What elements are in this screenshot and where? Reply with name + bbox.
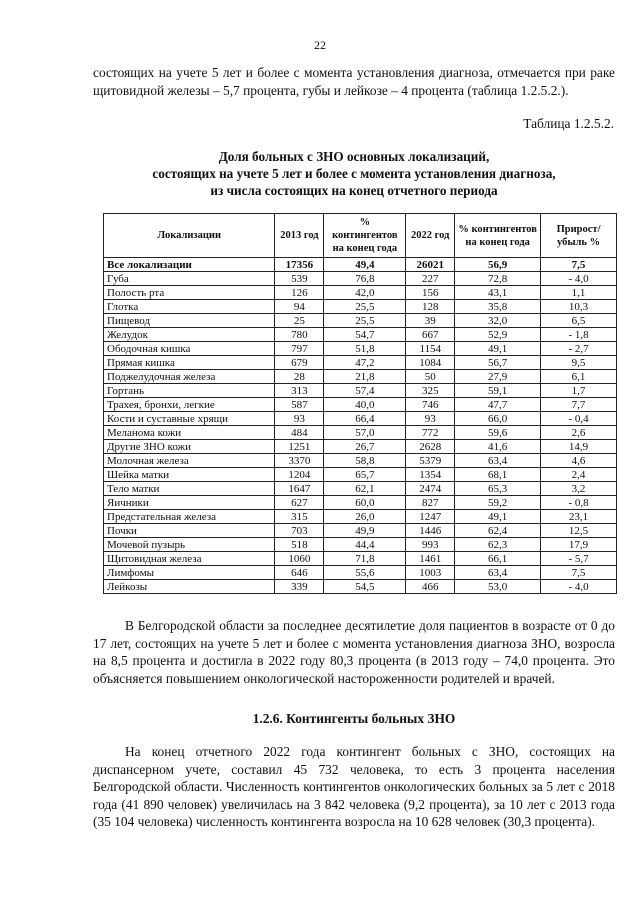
table-row	[104, 412, 617, 426]
cell-value: 1204	[275, 468, 324, 482]
cell-value: 50	[406, 370, 455, 384]
cell-value: 25,5	[324, 300, 406, 314]
cell-value: 646	[275, 566, 324, 580]
table-row	[104, 496, 617, 510]
table-body	[104, 258, 617, 594]
cell-value: 587	[275, 398, 324, 412]
cell-value: - 4,0	[541, 272, 617, 286]
table-row	[104, 398, 617, 412]
header-year-2022: 2022 год	[406, 214, 455, 258]
cell-value: 4,6	[541, 454, 617, 468]
cell-localization: Щитовидная железа	[104, 552, 275, 566]
cell-value: 1446	[406, 524, 455, 538]
cell-value: - 0,4	[541, 412, 617, 426]
cell-localization: Кости и суставные хрящи	[104, 412, 275, 426]
header-percent-2022: % контингентов на конец года	[455, 214, 541, 258]
cell-value: 1084	[406, 356, 455, 370]
cell-localization: Поджелудочная железа	[104, 370, 275, 384]
cell-value: 14,9	[541, 440, 617, 454]
cell-value: 66,0	[455, 412, 541, 426]
cell-value: 9,5	[541, 356, 617, 370]
cell-value: 62,1	[324, 482, 406, 496]
cell-localization: Предстательная железа	[104, 510, 275, 524]
cell-value: 66,4	[324, 412, 406, 426]
cell-value: 72,8	[455, 272, 541, 286]
cell-value: 28	[275, 370, 324, 384]
table-row	[104, 258, 617, 272]
header-year-2013: 2013 год	[275, 214, 324, 258]
table-row	[104, 370, 617, 384]
table-title-line-3: из числа состоящих на конец отчетного периода	[210, 183, 498, 198]
cell-value: 703	[275, 524, 324, 538]
cell-value: 54,5	[324, 580, 406, 594]
cell-value: - 1,8	[541, 328, 617, 342]
cell-value: 1,1	[541, 286, 617, 300]
cell-value: 25	[275, 314, 324, 328]
cell-value: 26,0	[324, 510, 406, 524]
cell-localization: Молочная железа	[104, 454, 275, 468]
table-title-line-1: Доля больных с ЗНО основных локализаций,	[218, 149, 490, 164]
cell-value: 57,0	[324, 426, 406, 440]
cell-value: 227	[406, 272, 455, 286]
cell-value: - 5,7	[541, 552, 617, 566]
localization-table	[103, 213, 617, 594]
cell-value: 42,0	[324, 286, 406, 300]
cell-value: 63,4	[455, 454, 541, 468]
cell-value: 325	[406, 384, 455, 398]
cell-value: 27,9	[455, 370, 541, 384]
cell-value: 746	[406, 398, 455, 412]
cell-value: 41,6	[455, 440, 541, 454]
table-row	[104, 510, 617, 524]
table-row	[104, 272, 617, 286]
cell-value: 1247	[406, 510, 455, 524]
cell-localization: Желудок	[104, 328, 275, 342]
table-title-line-2: состоящих на учете 5 лет и более с момента установления диагноза,	[152, 166, 556, 181]
cell-localization: Ободочная кишка	[104, 342, 275, 356]
cell-localization: Другие ЗНО кожи	[104, 440, 275, 454]
cell-value: 40,0	[324, 398, 406, 412]
cell-localization: Шейка матки	[104, 468, 275, 482]
cell-value: - 0,8	[541, 496, 617, 510]
cell-localization: Трахея, бронхи, легкие	[104, 398, 275, 412]
table-row	[104, 454, 617, 468]
cell-value: 2628	[406, 440, 455, 454]
cell-value: 66,1	[455, 552, 541, 566]
cell-value: 76,8	[324, 272, 406, 286]
cell-value: 1,7	[541, 384, 617, 398]
table-row	[104, 384, 617, 398]
cell-value: 47,2	[324, 356, 406, 370]
cell-value: 484	[275, 426, 324, 440]
cell-localization: Лимфомы	[104, 566, 275, 580]
table-row	[104, 440, 617, 454]
section-heading: 1.2.6. Контингенты больных ЗНО	[252, 711, 456, 726]
cell-value: 54,7	[324, 328, 406, 342]
cell-value: 1060	[275, 552, 324, 566]
table-row	[104, 426, 617, 440]
cell-value: 35,8	[455, 300, 541, 314]
cell-value: 797	[275, 342, 324, 356]
table-row	[104, 328, 617, 342]
table-row	[104, 524, 617, 538]
cell-value: 3,2	[541, 482, 617, 496]
cell-localization: Губа	[104, 272, 275, 286]
cell-value: 780	[275, 328, 324, 342]
cell-value: 466	[406, 580, 455, 594]
cell-value: 25,5	[324, 314, 406, 328]
cell-value: 772	[406, 426, 455, 440]
cell-value: 26021	[406, 258, 455, 272]
cell-value: 2,4	[541, 468, 617, 482]
cell-value: - 2,7	[541, 342, 617, 356]
cell-localization: Глотка	[104, 300, 275, 314]
table-row	[104, 356, 617, 370]
cell-value: 313	[275, 384, 324, 398]
cell-value: 667	[406, 328, 455, 342]
table-row	[104, 286, 617, 300]
cell-localization: Яичники	[104, 496, 275, 510]
cell-value: 1003	[406, 566, 455, 580]
cell-value: 7,5	[541, 566, 617, 580]
cell-value: 53,0	[455, 580, 541, 594]
cell-value: 62,3	[455, 538, 541, 552]
cell-value: 58,8	[324, 454, 406, 468]
cell-value: 62,4	[455, 524, 541, 538]
table-row	[104, 482, 617, 496]
header-localization: Локализации	[104, 214, 275, 258]
cell-value: 56,7	[455, 356, 541, 370]
header-growth: Прирост/ убыль %	[541, 214, 617, 258]
cell-value: 60,0	[324, 496, 406, 510]
cell-value: 315	[275, 510, 324, 524]
cell-value: 2,6	[541, 426, 617, 440]
paragraph-children-share: В Белгородской области за последнее десятилетие доля пациентов в возрасте от 0 до 17 лет, состоящих на учете 5 лет и более с момента установления диагноза ЗНО, возросла на 8,5 процента и достигла в 2022 году 80,3 процента (в 2013 году – 74,0 процента. Это объясняется повышением онкологической настороженности родителей и врачей.	[93, 618, 615, 686]
cell-value: 49,9	[324, 524, 406, 538]
cell-value: 49,1	[455, 510, 541, 524]
cell-value: 827	[406, 496, 455, 510]
cell-localization: Мочевой пузырь	[104, 538, 275, 552]
cell-value: 49,4	[324, 258, 406, 272]
cell-value: 128	[406, 300, 455, 314]
header-percent-2013: % контингентов на конец года	[324, 214, 406, 258]
cell-value: 49,1	[455, 342, 541, 356]
cell-value: 51,8	[324, 342, 406, 356]
table-row	[104, 300, 617, 314]
cell-value: 43,1	[455, 286, 541, 300]
cell-value: 7,5	[541, 258, 617, 272]
cell-value: 539	[275, 272, 324, 286]
cell-value: 23,1	[541, 510, 617, 524]
cell-value: 3370	[275, 454, 324, 468]
cell-localization: Тело матки	[104, 482, 275, 496]
cell-value: 1251	[275, 440, 324, 454]
table-caption: Таблица 1.2.5.2.	[523, 116, 614, 131]
cell-value: 21,8	[324, 370, 406, 384]
cell-localization: Пищевод	[104, 314, 275, 328]
cell-value: 57,4	[324, 384, 406, 398]
cell-value: 17,9	[541, 538, 617, 552]
cell-value: 59,2	[455, 496, 541, 510]
cell-value: 71,8	[324, 552, 406, 566]
cell-localization: Лейкозы	[104, 580, 275, 594]
cell-value: 993	[406, 538, 455, 552]
page-number: 22	[314, 38, 326, 52]
intro-paragraph: состоящих на учете 5 лет и более с момента установления диагноза, отмечается при раке щитовидной железы – 5,7 процента, губы и лейкозе – 4 процента (таблица 1.2.5.2.).	[93, 65, 615, 98]
cell-localization: Меланома кожи	[104, 426, 275, 440]
cell-value: 59,6	[455, 426, 541, 440]
cell-value: 679	[275, 356, 324, 370]
cell-value: 12,5	[541, 524, 617, 538]
cell-value: 1461	[406, 552, 455, 566]
cell-value: 47,7	[455, 398, 541, 412]
cell-value: 68,1	[455, 468, 541, 482]
table-row	[104, 314, 617, 328]
cell-value: 44,4	[324, 538, 406, 552]
cell-value: 10,3	[541, 300, 617, 314]
table-title	[93, 148, 615, 199]
cell-localization: Прямая кишка	[104, 356, 275, 370]
cell-value: 65,3	[455, 482, 541, 496]
cell-value: 2474	[406, 482, 455, 496]
cell-value: 63,4	[455, 566, 541, 580]
cell-value: 93	[406, 412, 455, 426]
cell-value: 126	[275, 286, 324, 300]
cell-value: 32,0	[455, 314, 541, 328]
cell-value: 1647	[275, 482, 324, 496]
cell-value: 39	[406, 314, 455, 328]
table-header-row	[104, 214, 617, 258]
cell-value: 93	[275, 412, 324, 426]
table-row	[104, 580, 617, 594]
cell-localization: Почки	[104, 524, 275, 538]
cell-value: 627	[275, 496, 324, 510]
paragraph-contingent: На конец отчетного 2022 года контингент больных с ЗНО, состоящих на диспансерном учете, составил 45 732 человека, то есть 3 процента населения Белгородской области. Численность контингентов онкологических больных за 5 лет с 2018 года (41 890 человек) увеличилась на 3 842 человека (9,2 процента), за 10 лет с 2013 года (35 104 человека) численность контингента возросла на 10 628 человек (30,3 процента).	[93, 744, 615, 829]
table-row	[104, 552, 617, 566]
cell-value: 518	[275, 538, 324, 552]
cell-value: 339	[275, 580, 324, 594]
cell-localization: Гортань	[104, 384, 275, 398]
cell-value: 65,7	[324, 468, 406, 482]
cell-value: 59,1	[455, 384, 541, 398]
cell-value: 55,6	[324, 566, 406, 580]
cell-localization: Полость рта	[104, 286, 275, 300]
cell-localization: Все локализации	[104, 258, 275, 272]
table-row	[104, 342, 617, 356]
cell-value: 6,5	[541, 314, 617, 328]
cell-value: 17356	[275, 258, 324, 272]
cell-value: 26,7	[324, 440, 406, 454]
table-row	[104, 538, 617, 552]
table-row	[104, 566, 617, 580]
cell-value: 1154	[406, 342, 455, 356]
cell-value: 6,1	[541, 370, 617, 384]
cell-value: 1354	[406, 468, 455, 482]
cell-value: 94	[275, 300, 324, 314]
cell-value: 5379	[406, 454, 455, 468]
cell-value: 52,9	[455, 328, 541, 342]
cell-value: 156	[406, 286, 455, 300]
cell-value: 7,7	[541, 398, 617, 412]
table-row	[104, 468, 617, 482]
cell-value: 56,9	[455, 258, 541, 272]
cell-value: - 4,0	[541, 580, 617, 594]
